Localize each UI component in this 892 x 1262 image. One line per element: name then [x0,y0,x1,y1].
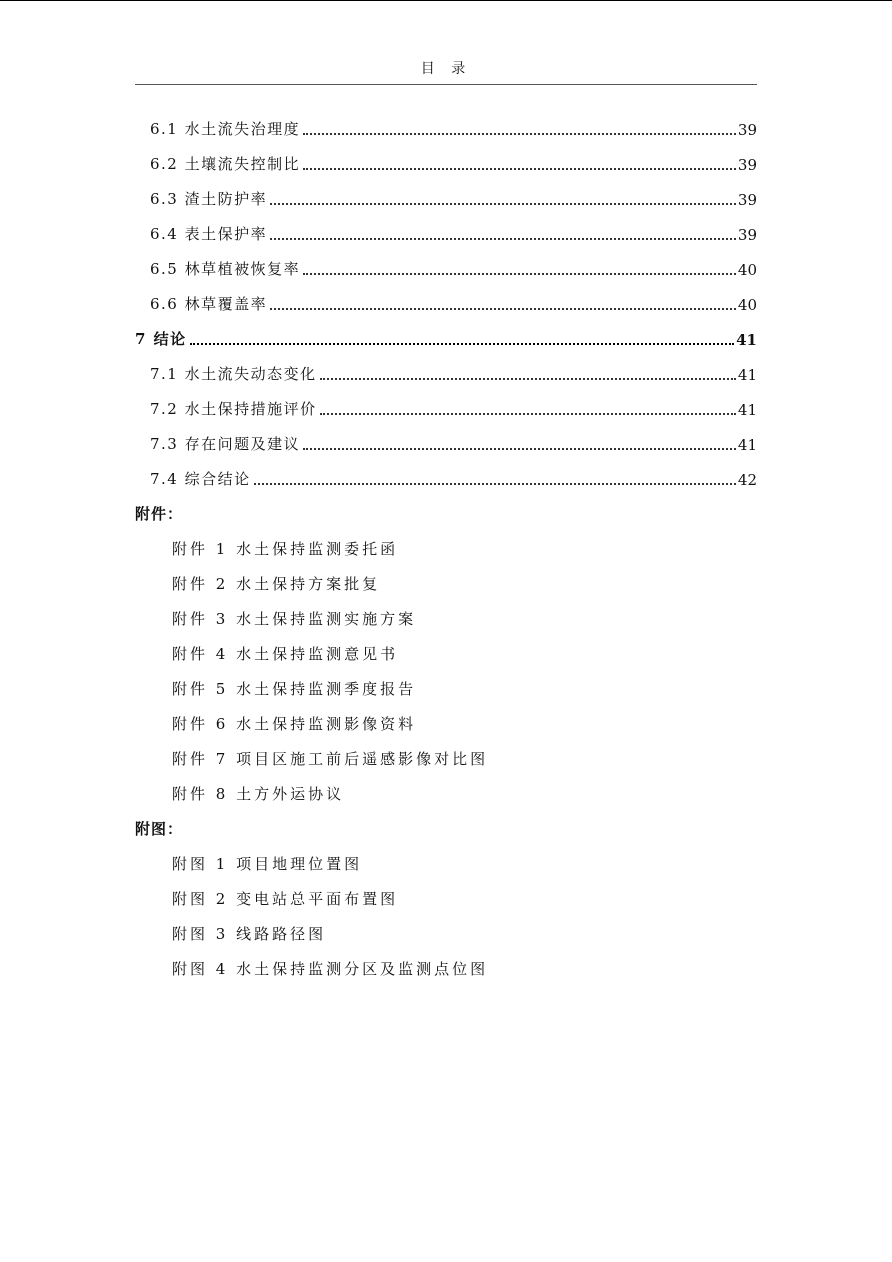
toc-leader-dots [254,483,736,485]
toc-entry-7-3[interactable] [135,423,757,458]
toc-entry-title: 7.1 水土流失动态变化 [150,365,317,383]
attachment-item-text: 附件 3 水土保持监测实施方案 [172,610,417,628]
attachment-item-text: 附件 5 水土保持监测季度报告 [172,680,417,698]
attachment-item-text: 附件 2 水土保持方案批复 [172,575,381,593]
toc-entry-page: 40 [737,296,757,314]
toc-entry-page: 39 [737,121,757,139]
toc-leader-dots [270,308,736,310]
figure-item-3[interactable] [135,913,757,948]
attachment-item-2[interactable] [135,563,757,598]
figures-heading-text: 附图： [135,820,184,838]
toc-entry-page: 39 [737,226,757,244]
table-of-contents [135,108,757,983]
attachments-heading [135,493,757,528]
toc-entry-title: 7.3 存在问题及建议 [150,435,301,453]
toc-leader-dots [320,413,736,415]
attachment-item-text: 附件 8 土方外运协议 [172,785,345,803]
toc-leader-dots [270,238,736,240]
toc-entry-6-6[interactable] [135,283,757,318]
toc-entry-title: 7 结论 [135,330,187,348]
attachment-item-5[interactable] [135,668,757,703]
attachment-item-6[interactable] [135,703,757,738]
figures-heading [135,808,757,843]
toc-entry-page: 41 [737,366,757,384]
attachment-item-8[interactable] [135,773,757,808]
figure-item-text: 附图 4 水土保持监测分区及监测点位图 [172,960,489,978]
toc-entry-title: 6.6 林草覆盖率 [150,295,268,313]
toc-leader-dots [270,203,736,205]
page-top-border [0,0,892,1]
figure-item-text: 附图 3 线路路径图 [172,925,327,943]
figure-item-text: 附图 2 变电站总平面布置图 [172,890,399,908]
toc-entry-7-1[interactable] [135,353,757,388]
toc-entry-7-4[interactable] [135,458,757,493]
toc-entry-6-3[interactable] [135,178,757,213]
attachment-item-3[interactable] [135,598,757,633]
toc-entry-page: 41 [737,401,757,419]
attachments-heading-text: 附件： [135,505,184,523]
toc-entry-title: 6.4 表土保护率 [150,225,268,243]
toc-entry-7[interactable] [135,318,757,353]
toc-entry-page: 39 [737,191,757,209]
toc-entry-title: 6.5 林草植被恢复率 [150,260,301,278]
toc-entry-6-4[interactable] [135,213,757,248]
toc-leader-dots [303,133,736,135]
toc-entry-title: 7.2 水土保持措施评价 [150,400,317,418]
attachment-item-text: 附件 6 水土保持监测影像资料 [172,715,417,733]
toc-entry-6-2[interactable] [135,143,757,178]
attachment-item-7[interactable] [135,738,757,773]
toc-entry-7-2[interactable] [135,388,757,423]
toc-entry-page: 41 [737,436,757,454]
toc-entry-title: 7.4 综合结论 [150,470,251,488]
toc-entry-6-5[interactable] [135,248,757,283]
attachment-item-text: 附件 4 水土保持监测意见书 [172,645,399,663]
toc-entry-page: 39 [737,156,757,174]
toc-entry-title: 6.1 水土流失治理度 [150,120,301,138]
toc-leader-dots [303,168,736,170]
attachment-item-text: 附件 7 项目区施工前后遥感影像对比图 [172,750,489,768]
toc-leader-dots [320,378,736,380]
attachment-item-4[interactable] [135,633,757,668]
page-header [135,58,757,85]
attachment-item-1[interactable] [135,528,757,563]
toc-leader-dots [190,343,734,345]
toc-entry-page: 42 [737,471,757,489]
toc-entry-title: 6.2 土壤流失控制比 [150,155,301,173]
attachment-item-text: 附件 1 水土保持监测委托函 [172,540,399,558]
toc-entry-6-1[interactable] [135,108,757,143]
toc-entry-title: 6.3 渣土防护率 [150,190,268,208]
figure-item-text: 附图 1 项目地理位置图 [172,855,363,873]
toc-entry-page: 40 [737,261,757,279]
figure-item-1[interactable] [135,843,757,878]
toc-leader-dots [303,273,736,275]
figure-item-4[interactable] [135,948,757,983]
figure-item-2[interactable] [135,878,757,913]
toc-entry-page: 41 [736,331,757,349]
page-header-title: 目 录 [420,61,472,77]
toc-leader-dots [303,448,736,450]
